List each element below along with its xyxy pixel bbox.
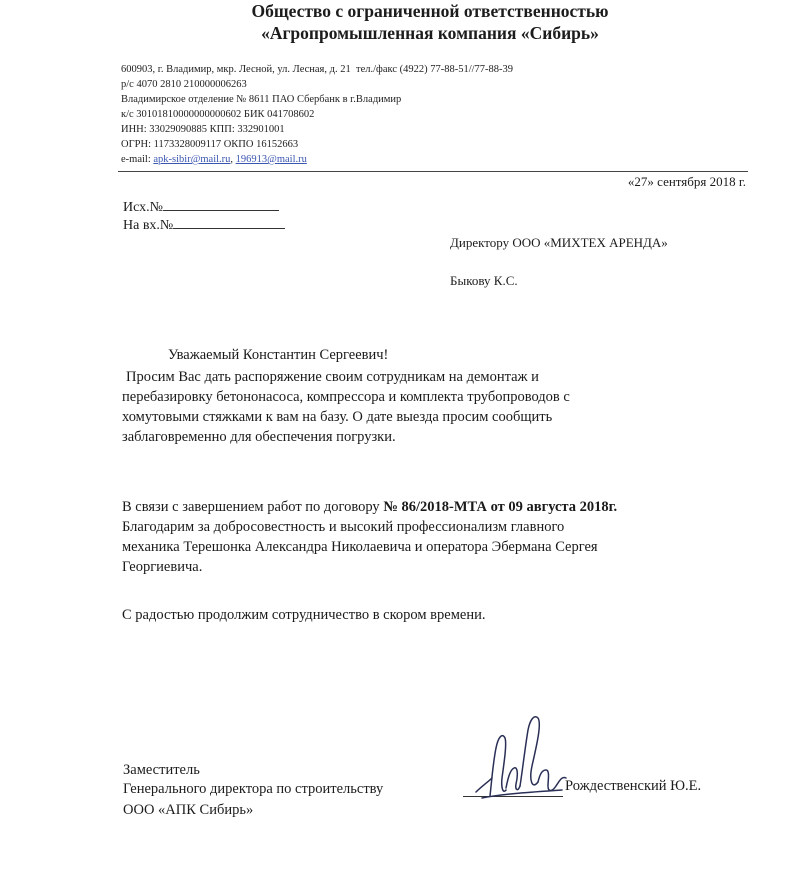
outgoing-number-blank	[163, 197, 279, 211]
paragraph-2	[122, 497, 617, 577]
signatory-name: Рождественский Ю.Е.	[565, 778, 702, 794]
requisites-inn-kpp: ИНН: 33029090885 КПП: 332901001	[121, 124, 285, 135]
email-link-2[interactable]: 196913@mail.ru	[235, 154, 307, 165]
paragraph-1-line: заблаговременно для обеспечения погрузки.	[122, 429, 396, 445]
paragraph-1-line: хомутовыми стяжками к вам на базу. О дате выезда просим сообщить	[122, 409, 553, 425]
email-separator: ,	[230, 154, 234, 165]
signatory-company: ООО «АПК Сибирь»	[123, 802, 254, 818]
paragraph-1	[122, 367, 570, 447]
paragraph-2-line: Благодарим за добросовестность и высокий профессионализм главного	[122, 519, 565, 535]
company-name-line2: «Агропромышленная компания «Сибирь»	[261, 23, 599, 43]
email-label: e-mail:	[121, 154, 151, 165]
letter-date: «27» сентября 2018 г.	[627, 174, 746, 189]
company-name-line1: Общество с ограниченной ответственностью	[251, 1, 609, 21]
paragraph-3: С радостью продолжим сотрудничество в скором времени.	[122, 607, 486, 623]
requisites-rs: р/с 4070 2810 210000006263	[121, 79, 247, 90]
phone: тел./факс (4922) 77-88-51//77-88-39	[355, 64, 514, 75]
paragraph-2-line: механика Терешонка Александра Николаевича и оператора Эбермана Сергея	[122, 539, 598, 555]
signatory-title-2: Генерального директора по строительству	[123, 781, 384, 797]
handwritten-signature	[462, 708, 574, 806]
requisites-email-line	[121, 153, 307, 166]
requisites-ks-bik: к/с 30101810000000000602 БИК 041708602	[121, 109, 315, 120]
contract-number: № 86/2018-МТА от 09 августа 2018г.	[383, 499, 618, 515]
paragraph-1-line: перебазировку бетононасоса, компрессора и комплекта трубопроводов с	[122, 389, 570, 405]
email-link-1[interactable]: apk-sibir@mail.ru	[153, 154, 231, 165]
contract-intro: В связи с завершением работ по договору	[122, 499, 384, 515]
incoming-number	[123, 215, 285, 234]
paragraph-2-first-line	[122, 497, 617, 517]
requisites-address-line	[121, 63, 513, 76]
incoming-number-blank	[173, 215, 285, 229]
header-divider	[118, 171, 748, 172]
outgoing-number	[123, 197, 279, 216]
requisites-ogrn-okpo: ОГРН: 1173328009117 ОКПО 16152663	[121, 139, 299, 150]
outgoing-number-label: Исх.№	[123, 200, 163, 215]
paragraph-2-line: Георгиевича.	[122, 559, 203, 575]
incoming-number-label: На вх.№	[123, 218, 174, 233]
paragraph-1-line: Просим Вас дать распоряжение своим сотрудникам на демонтаж и	[126, 369, 539, 385]
addressee-name: Быкову К.С.	[450, 273, 518, 288]
greeting: Уважаемый Константин Сергеевич!	[168, 347, 389, 363]
addressee-position: Директору ООО «МИХТЕХ АРЕНДА»	[450, 235, 668, 250]
requisites-bank: Владимирское отделение № 8611 ПАО Сбербанк в г.Владимир	[121, 94, 402, 105]
signatory-title-1: Заместитель	[123, 762, 200, 778]
address: 600903, г. Владимир, мкр. Лесной, ул. Лесная, д. 21	[121, 64, 351, 75]
